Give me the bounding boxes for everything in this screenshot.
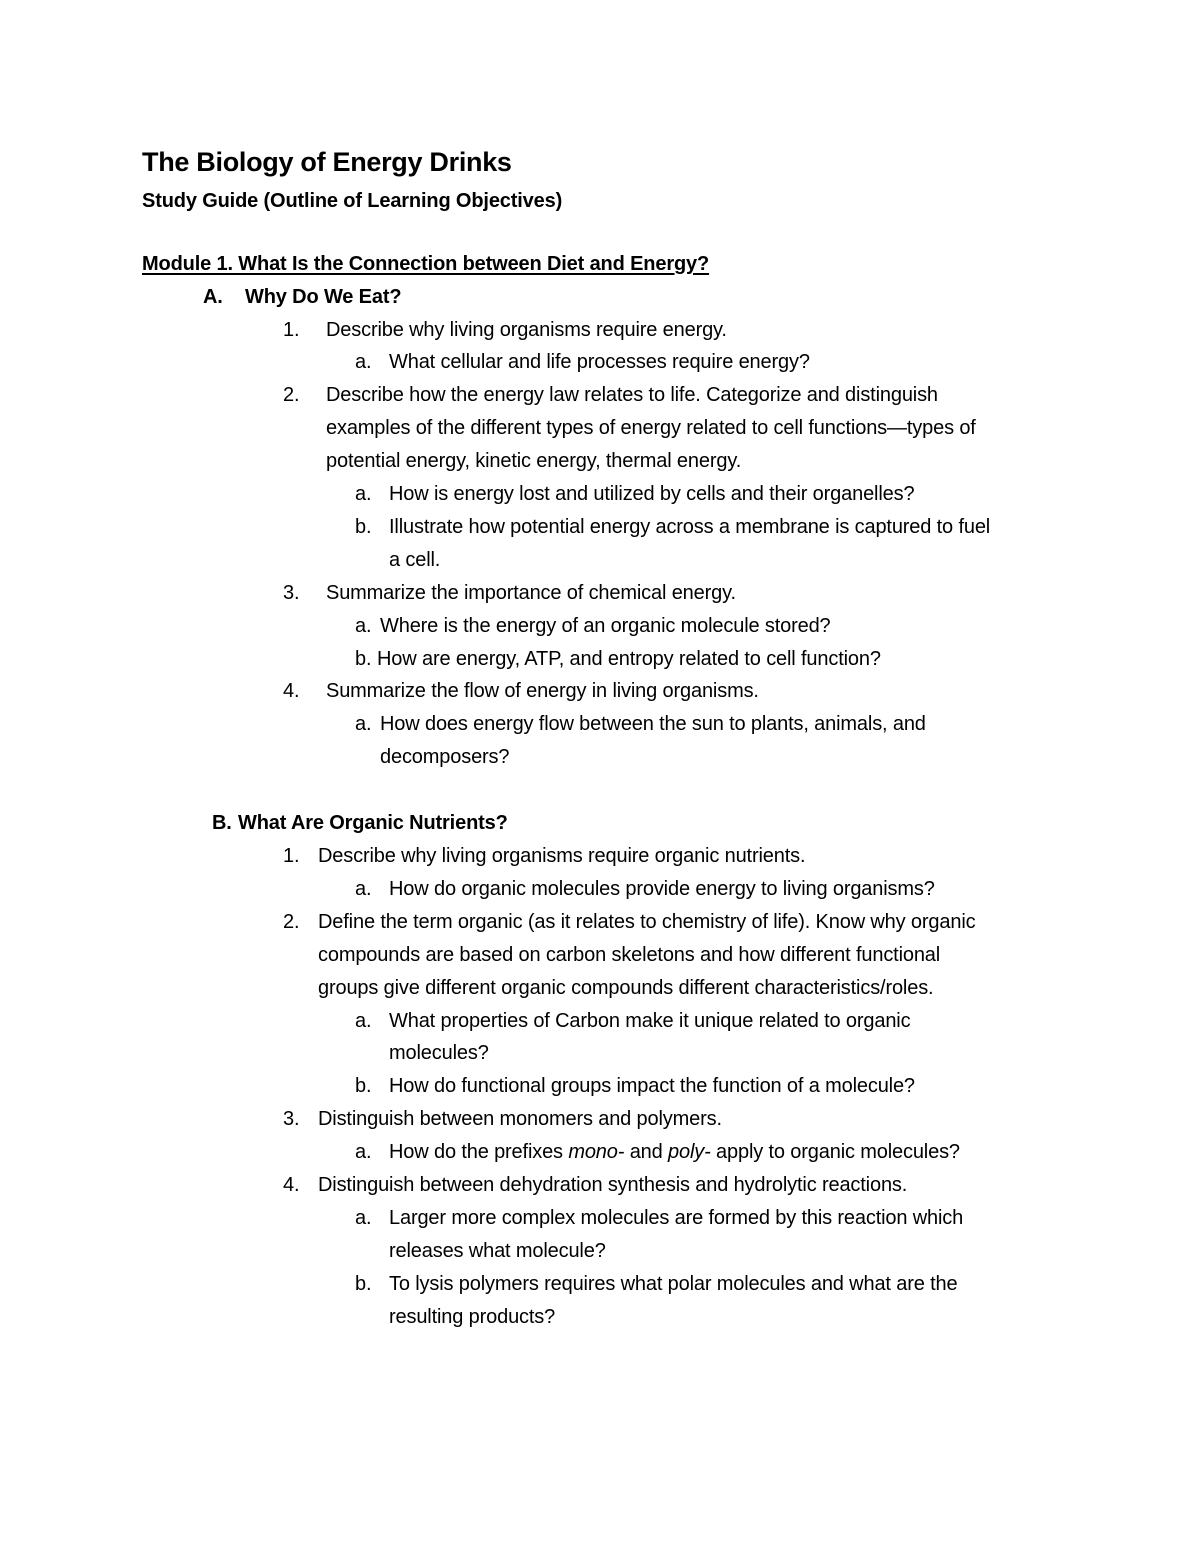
module-heading: Module 1. What Is the Connection between Diet and Energy? [142,253,710,275]
a-item-4-sub-a-text-line2: decomposers? [380,746,510,768]
a-item-2-sub-b-marker: b. [355,516,372,538]
a-item-2-sub-b-text-line1: Illustrate how potential energy across a membrane is captured to fuel [389,516,991,538]
a-item-2-text-line3: potential energy, kinetic energy, thermal energy. [326,450,742,472]
prefix-text-3: apply to organic molecules? [710,1141,960,1163]
a-item-3-number: 3. [283,582,300,604]
a-item-2-text-line2: examples of the different types of energy related to cell functions—types of [326,417,976,439]
section-a-heading: Why Do We Eat? [245,286,402,308]
b-item-2-text-line2: compounds are based on carbon skeletons and how different functional [318,944,941,966]
doc-title: The Biology of Energy Drinks [142,147,512,177]
b-item-2-sub-a-marker: a. [355,1010,372,1032]
b-item-3-number: 3. [283,1108,300,1130]
b-item-3-sub-a-marker: a. [355,1141,372,1163]
a-item-1-sub-a-text: What cellular and life processes require energy? [389,351,810,373]
a-item-4-sub-a-marker: a. [355,713,372,735]
a-item-3-sub-a-marker: a. [355,615,372,637]
a-item-3-sub-a-text: Where is the energy of an organic molecule stored? [380,615,831,637]
section-b-heading: What Are Organic Nutrients? [238,812,508,834]
b-item-2-sub-a-text-line1: What properties of Carbon make it unique related to organic [389,1010,911,1032]
b-item-1-sub-a-text: How do organic molecules provide energy to living organisms? [389,878,935,900]
a-item-2-sub-b-text-line2: a cell. [389,549,441,571]
b-item-1-number: 1. [283,845,300,867]
b-item-2-sub-b-marker: b. [355,1075,372,1097]
prefix-poly: poly- [668,1141,711,1163]
b-item-2-sub-b-text: How do functional groups impact the function of a molecule? [389,1075,915,1097]
b-item-4-sub-a-marker: a. [355,1207,372,1229]
b-item-4-sub-b-marker: b. [355,1273,372,1295]
doc-subtitle: Study Guide (Outline of Learning Objectives) [142,190,563,212]
a-item-3-text: Summarize the importance of chemical energy. [326,582,736,604]
b-item-3-text: Distinguish between monomers and polymers. [318,1108,722,1130]
a-item-1-text: Describe why living organisms require energy. [326,319,727,341]
b-item-4-text: Distinguish between dehydration synthesis and hydrolytic reactions. [318,1174,908,1196]
prefix-mono: mono- [568,1141,625,1163]
b-item-4-sub-a-text-line1: Larger more complex molecules are formed by this reaction which [389,1207,964,1229]
a-item-2-number: 2. [283,384,300,406]
a-item-2-sub-a-marker: a. [355,483,372,505]
a-item-1-sub-a-marker: a. [355,351,372,373]
a-item-4-text: Summarize the flow of energy in living organisms. [326,680,759,702]
a-item-3-sub-b-text: How are energy, ATP, and entropy related to cell function? [377,648,881,670]
a-item-1-number: 1. [283,319,300,341]
b-item-2-text-line3: groups give different organic compounds different characteristics/roles. [318,977,934,999]
a-item-4-number: 4. [283,680,300,702]
b-item-4-sub-a-text-line2: releases what molecule? [389,1240,606,1262]
section-a-marker: A. [203,286,223,308]
b-item-1-sub-a-marker: a. [355,878,372,900]
b-item-4-sub-b-text-line1: To lysis polymers requires what polar molecules and what are the [389,1273,958,1295]
b-item-2-sub-a-text-line2: molecules? [389,1042,489,1064]
a-item-4-sub-a-text-line1: How does energy flow between the sun to plants, animals, and [380,713,926,735]
b-item-4-sub-b-text-line2: resulting products? [389,1306,556,1328]
a-item-3-sub-b-marker: b. [355,648,372,670]
b-item-4-number: 4. [283,1174,300,1196]
prefix-text-1: How do the prefixes [389,1141,569,1163]
b-item-3-sub-a-text [389,1139,960,1165]
b-item-2-text-line1: Define the term organic (as it relates to chemistry of life). Know why organic [318,911,976,933]
prefix-text-2: and [624,1141,669,1163]
section-b-marker: B. [212,812,232,834]
a-item-2-sub-a-text: How is energy lost and utilized by cells and their organelles? [389,483,915,505]
b-item-1-text: Describe why living organisms require organic nutrients. [318,845,806,867]
b-item-2-number: 2. [283,911,300,933]
a-item-2-text-line1: Describe how the energy law relates to life. Categorize and distinguish [326,384,938,406]
